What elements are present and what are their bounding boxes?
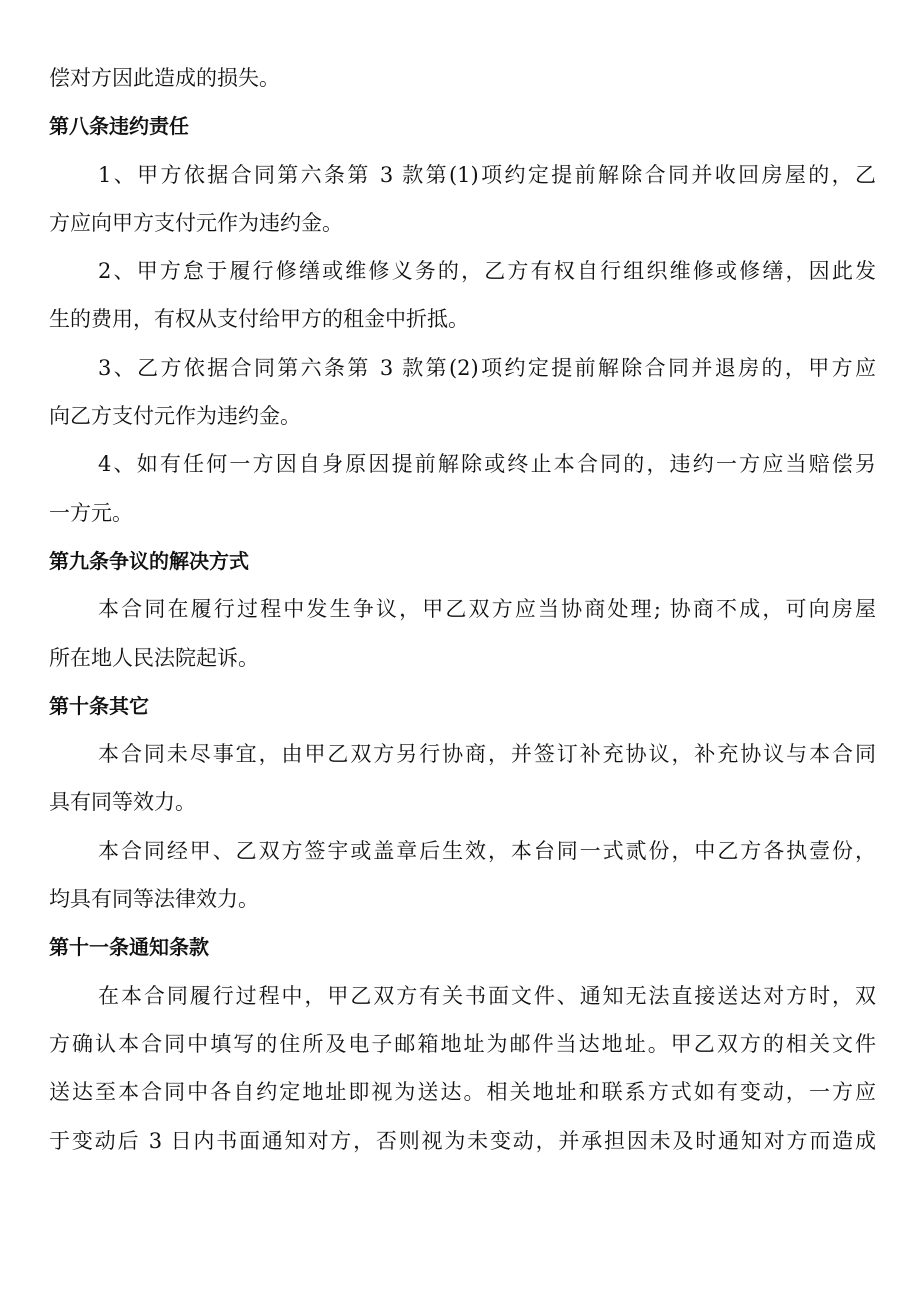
- paragraph-line: 一方元。: [49, 500, 133, 525]
- paragraph-line: 4、如有任何一方因自身原因提前解除或终止本合同的，违约一方应当赔偿另: [98, 452, 876, 477]
- paragraph-line: 所在地人民法院起诉。: [49, 645, 259, 670]
- paragraph-line: 在本合同履行过程中，甲乙双方有关书面文件、通知无法直接送达对方时，双: [98, 983, 876, 1008]
- paragraph-line: 3、乙方依据合同第六条第 3 款第(2)项约定提前解除合同并退房的，甲方应: [98, 355, 876, 380]
- paragraph-line: 2、甲方怠于履行修缮或维修义务的，乙方有权自行组织维修或修缮，因此发: [98, 259, 876, 284]
- section-heading-article-10: 第十条其它: [49, 693, 149, 718]
- paragraph-line: 于变动后 3 日内书面通知对方，否则视为未变动，并承担因未及时通知对方而造成: [49, 1128, 876, 1153]
- paragraph-line: 向乙方支付元作为违约金。: [49, 404, 301, 429]
- paragraph-line: 本合同在履行过程中发生争议，甲乙双方应当协商处理; 协商不成，可向房屋: [98, 597, 876, 622]
- section-heading-article-11: 第十一条通知条款: [49, 935, 209, 960]
- paragraph-line: 偿对方因此造成的损失。: [49, 66, 280, 90]
- paragraph-line: 本合同未尽事宜，由甲乙双方另行协商，并签订补充协议，补充协议与本合同: [98, 742, 876, 767]
- paragraph-line: 生的费用，有权从支付给甲方的租金中折抵。: [49, 307, 469, 332]
- section-heading-article-8: 第八条违约责任: [49, 114, 189, 139]
- paragraph-line: 1、甲方依据合同第六条第 3 款第(1)项约定提前解除合同并收回房屋的，乙: [98, 162, 876, 187]
- paragraph-line: 本合同经甲、乙双方签宇或盖章后生效，本台同一式贰份，中乙方各执壹份，: [98, 838, 876, 863]
- paragraph-line: 送达至本合同中各自约定地址即视为送达。相关地址和联系方式如有变动，一方应: [49, 1080, 876, 1105]
- document-page: [49, 54, 876, 1165]
- section-heading-article-9: 第九条争议的解决方式: [49, 548, 249, 573]
- paragraph-line: 具有同等效力。: [49, 790, 196, 815]
- paragraph-line: 方确认本合同中填写的住所及电子邮箱地址为邮件当达地址。甲乙双方的相关文件: [49, 1031, 876, 1056]
- paragraph-line: 均具有同等法律效力。: [49, 887, 259, 912]
- paragraph-line: 方应向甲方支付元作为违约金。: [49, 210, 343, 235]
